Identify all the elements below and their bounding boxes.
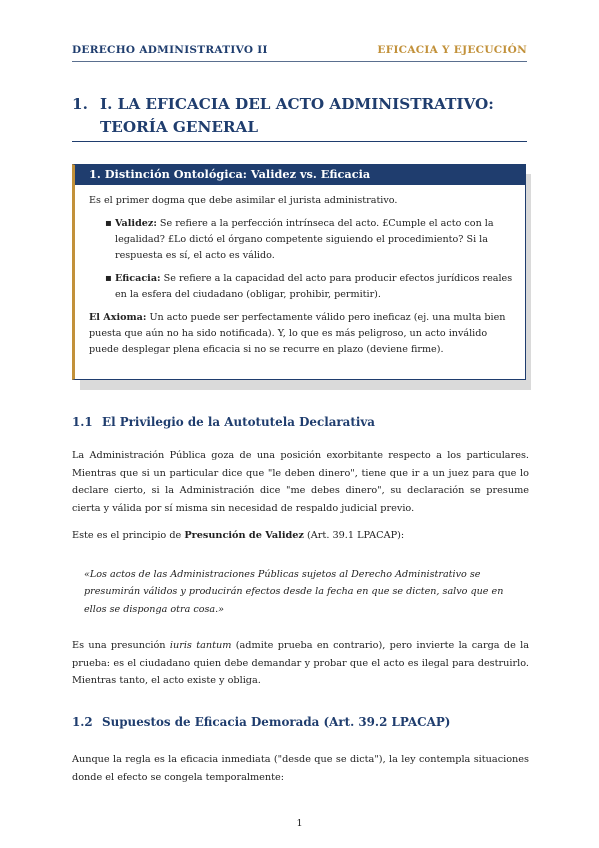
paragraph-presuncion — [72, 527, 529, 545]
box-list — [89, 216, 513, 303]
para3-pre: Es una presunción — [72, 640, 170, 651]
box-intro: Es el primer dogma que debe asimilar el jurista administrativo. — [89, 195, 398, 206]
page-number: 1 — [296, 818, 303, 829]
list-item-eficacia — [105, 271, 513, 303]
section-number: 1.1 — [72, 415, 93, 429]
paragraph-autotutela: La Administración Pública goza de una posición exorbitante respecto a los particulares. Mientras que si un particular dice que "le deben dinero", tiene que ir a un juez para que lo declare cierto, si la Administración dice "me debes dinero", su declaración se presume cierta y válida por sí misma sin necesidad de respaldo judicial previo. — [72, 450, 529, 514]
para2-post: (Art. 39.1 LPACAP): — [303, 530, 405, 541]
box-axiom — [89, 310, 513, 358]
text-eficacia: Se refiere a la capacidad del acto para producir efectos jurídicos reales en la esfera del ciudadano (obligar, prohibir, permitir). — [115, 273, 513, 300]
list-item-validez — [105, 216, 513, 264]
term-eficacia: Eficacia: — [115, 273, 161, 284]
section-number: 1.2 — [72, 715, 93, 729]
section-title: El Privilegio de la Autotutela Declarativa — [102, 415, 376, 429]
box-body — [75, 185, 525, 358]
definition-box — [72, 164, 526, 380]
section-heading-1-2 — [72, 715, 527, 729]
chapter-heading — [72, 93, 527, 142]
box-title: 1. Distinción Ontológica: Validez vs. Eficacia — [75, 165, 525, 185]
paragraph-iuris-tantum — [72, 637, 529, 690]
axiom-term: El Axioma: — [89, 312, 147, 323]
section-heading-1-1 — [72, 415, 527, 429]
para2-pre: Este es el principio de — [72, 530, 185, 541]
para3-italic: iuris tantum — [169, 640, 232, 651]
para2-bold: Presunción de Validez — [184, 530, 304, 541]
para3-post: (admite prueba en contrario), pero invierte la carga de la prueba: es el ciudadano quien debe demandar y probar que el acto es ilegal para destruirlo. Mientras tanto, el acto existe y obliga. — [72, 640, 529, 687]
chapter-number: 1. — [72, 95, 88, 113]
header-right: EFICACIA Y EJECUCIÓN — [377, 44, 527, 56]
axiom-text: Un acto puede ser perfectamente válido pero ineficaz (ej. una multa bien puesta que aún no ha sido notificada). Y, lo que es más peligroso, un acto inválido puede desplegar plena eficacia si no se recurre en plazo (deviene firme). — [89, 312, 506, 355]
header-left: DERECHO ADMINISTRATIVO II — [72, 44, 268, 56]
chapter-title: I. LA EFICACIA DEL ACTO ADMINISTRATIVO: TEORÍA GENERAL — [100, 95, 494, 136]
running-header — [72, 44, 527, 62]
section-title: Supuestos de Eficacia Demorada (Art. 39.2 LPACAP) — [102, 715, 451, 729]
text-validez: Se refiere a la perfección intrínseca del acto. £Cumple el acto con la legalidad? £Lo dictó el órgano competente siguiendo el procedimiento? Si la respuesta es sí, el acto es válido. — [115, 218, 494, 261]
paragraph-eficacia-demorada: Aunque la regla es la eficacia inmediata ("desde que se dicta"), la ley contempla situaciones donde el efecto se congela temporalmente: — [72, 754, 529, 783]
term-validez: Validez: — [115, 218, 157, 229]
blockquote-art-39-1: «Los actos de las Administraciones Públicas sujetos al Derecho Administrativo se presumirán válidos y producirán efectos desde la fecha en que se dicten, salvo que en ellos se disponga otra cosa.» — [84, 569, 504, 615]
